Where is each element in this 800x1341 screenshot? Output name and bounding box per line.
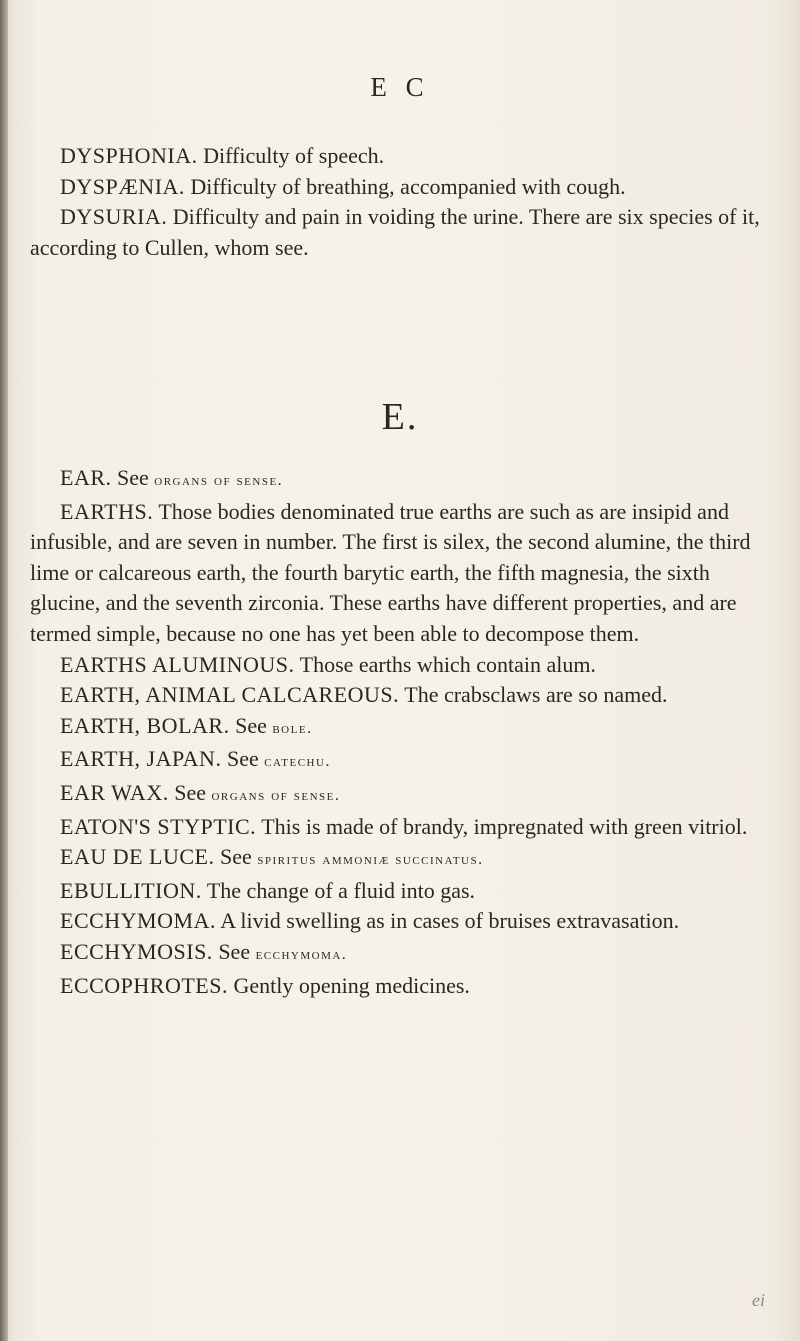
entry-head: DYSPÆNIA. [60, 173, 185, 199]
entry-earth-bolar [30, 711, 775, 745]
entry-ecchymosis [30, 937, 775, 971]
entry-head: EATON'S STYPTIC. [60, 813, 257, 839]
entry-text: See [168, 779, 212, 805]
entry-head: EAU DE LUCE. [60, 844, 215, 870]
entry-dyspaenia [30, 172, 775, 203]
binding-edge [0, 0, 8, 1341]
entry-xref: bole. [272, 719, 313, 737]
entry-text: See [214, 844, 258, 870]
entry-xref: organs of sense. [154, 472, 284, 489]
entry-dysuria [30, 202, 775, 263]
entry-dysphonia [30, 141, 775, 172]
entry-eau-de-luce [30, 842, 775, 876]
entry-head: DYSURIA. [60, 204, 168, 230]
entry-head: DYSPHONIA. [60, 143, 198, 168]
entry-head: EARTH, ANIMAL CALCAREOUS. [60, 682, 400, 708]
entry-text: Difficulty of breathing, accompanied with cough. [184, 173, 626, 199]
entry-text: Difficulty and pain in voiding the urine. There are six species of it, according to Cullen, whom see. [30, 204, 760, 260]
entry-xref: organs of sense. [211, 786, 341, 804]
entry-text: See [229, 712, 273, 738]
entry-text: The change of a fluid into gas. [201, 877, 476, 903]
entry-head: EAR WAX. [60, 779, 169, 805]
entry-head: EARTHS ALUMINOUS. [60, 651, 295, 677]
entry-text: A livid swelling as in cases of bruises extravasation. [215, 908, 680, 934]
entry-text: See [221, 746, 265, 772]
entry-eatons-styptic [30, 812, 775, 843]
entries-main [30, 463, 775, 1001]
entry-text: Those earths which contain alum. [294, 651, 596, 677]
entry-text: This is made of brandy, impregnated with green vitriol. [256, 813, 748, 839]
entry-head: EARTHS. [60, 498, 154, 524]
entry-head: ECCHYMOMA. [60, 908, 216, 934]
entry-earths-aluminous [30, 650, 775, 681]
entry-text: Those bodies denominated true earths are such as are insipid and infusible, and are seven in number. The first is silex, the second alumine, the third lime or calcareous earth, the fourth barytic earth, the fifth magnesia, the sixth glucine, and the seventh zirconia. These earths have different properties, and are termed simple, because no one has yet been able to decompose them. [30, 498, 751, 646]
entry-text: See [212, 938, 256, 964]
entry-eccophrotes [30, 971, 775, 1002]
section-letter: E. [381, 396, 419, 438]
entry-ecchymoma [30, 906, 775, 937]
entry-xref: catechu. [264, 753, 331, 771]
entry-head: ECCHYMOSIS. [60, 938, 213, 964]
entry-head: EBULLITION. [60, 877, 202, 903]
entry-earth-animal-calcareous [30, 680, 775, 711]
entry-ebullition [30, 876, 775, 907]
entry-text: Gently opening medicines. [227, 972, 470, 998]
entry-head: EAR. [60, 465, 112, 490]
entry-xref: spiritus ammoniæ succinatus. [257, 851, 484, 869]
entry-head: ECCOPHROTES. [60, 972, 228, 998]
entry-earth-japan [30, 744, 775, 778]
entry-ear-wax [30, 778, 775, 812]
folio-mark: ei [752, 1290, 765, 1310]
entry-earths [30, 497, 775, 650]
entries-top [30, 141, 775, 263]
entry-head: EARTH, JAPAN. [60, 746, 222, 772]
entry-xref: ecchymoma. [255, 945, 348, 963]
entry-text: See [111, 465, 155, 490]
entry-text: The crabsclaws are so named. [399, 682, 668, 708]
entry-ear [30, 463, 775, 497]
entry-text: Difficulty of speech. [197, 143, 385, 168]
running-head: E C [370, 72, 430, 102]
entry-head: EARTH, BOLAR. [60, 712, 230, 738]
